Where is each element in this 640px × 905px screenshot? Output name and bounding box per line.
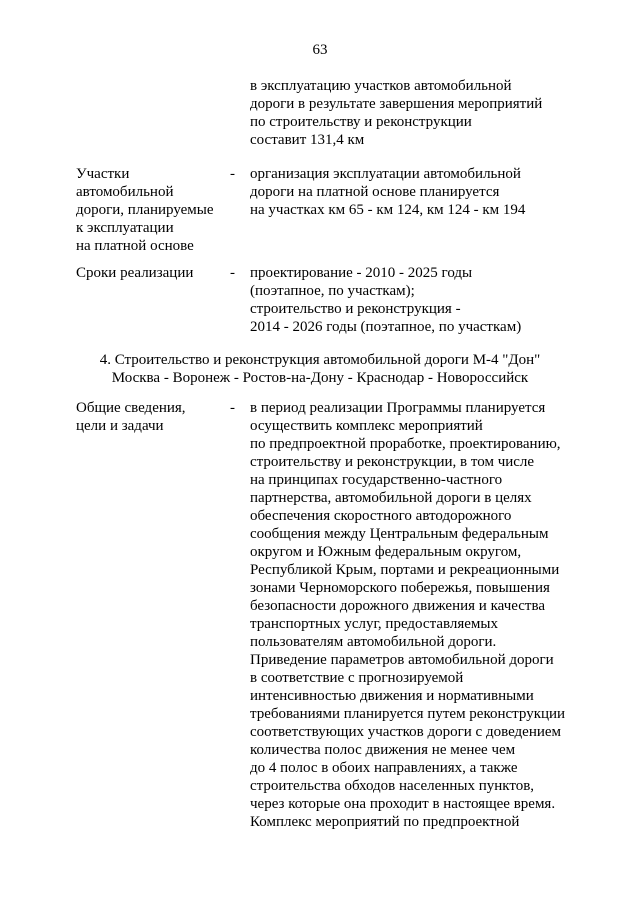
general-text-line: строительству и реконструкции, в том числе <box>250 454 535 470</box>
general-text-line: партнерства, автомобильной дороги в целях <box>250 490 532 506</box>
row-label-line: на платной основе <box>76 238 194 254</box>
row-dash: - <box>230 265 235 281</box>
intro-line: составит 131,4 км <box>250 132 365 148</box>
intro-line: по строительству и реконструкции <box>250 114 472 130</box>
row-label-line: Сроки реализации <box>76 265 194 281</box>
row-text-line: (поэтапное, по участкам); <box>250 283 415 299</box>
row-label-line: к эксплуатации <box>76 220 174 236</box>
general-dash: - <box>230 400 235 416</box>
intro-line: дороги в результате завершения мероприятий <box>250 96 543 112</box>
row-text-line: на участках км 65 - км 124, км 124 - км 194 <box>250 202 526 218</box>
general-text-line: Республикой Крым, портами и рекреационными <box>250 562 560 578</box>
general-text-line: по предпроектной проработке, проектированию, <box>250 436 561 452</box>
general-text-line: через которые она проходит в настоящее время. <box>250 796 556 812</box>
general-text-line: Приведение параметров автомобильной дороги <box>250 652 554 668</box>
row-dash: - <box>230 166 235 182</box>
general-label-line: цели и задачи <box>76 418 164 434</box>
row-text-line: дороги на платной основе планируется <box>250 184 500 200</box>
row-text-line: 2014 - 2026 годы (поэтапное, по участкам) <box>250 319 522 335</box>
section-heading-line: Москва - Воронеж - Ростов-на-Дону - Краснодар - Новороссийск <box>111 370 529 386</box>
intro-line: в эксплуатацию участков автомобильной <box>250 78 512 94</box>
general-text-line: в соответствие с прогнозируемой <box>250 670 464 686</box>
general-text-line: безопасности дорожного движения и качества <box>250 598 546 614</box>
general-text-line: до 4 полос в обоих направлениях, а также <box>250 760 518 776</box>
page-number: 63 <box>312 42 328 58</box>
general-label-line: Общие сведения, <box>76 400 186 416</box>
general-text-line: количества полос движения не менее чем <box>250 742 516 758</box>
general-text-line: требованиями планируется путем реконструкции <box>250 706 566 722</box>
general-text-line: зонами Черноморского побережья, повышения <box>250 580 550 596</box>
general-text-line: соответствующих участков дороги с доведением <box>250 724 562 740</box>
general-text-line: в период реализации Программы планируется <box>250 400 546 416</box>
general-text-line: округом и Южным федеральным округом, <box>250 544 522 560</box>
general-text-line: Комплекс мероприятий по предпроектной <box>250 814 520 830</box>
general-text-line: пользователям автомобильной дороги. <box>250 634 497 650</box>
row-label-line: автомобильной <box>76 184 174 200</box>
general-text-line: строительства обходов населенных пунктов, <box>250 778 535 794</box>
row-text-line: организация эксплуатации автомобильной <box>250 166 521 182</box>
general-text-line: сообщения между Центральным федеральным <box>250 526 549 542</box>
row-text-line: проектирование - 2010 - 2025 годы <box>250 265 473 281</box>
general-text-line: осуществить комплекс мероприятий <box>250 418 483 434</box>
general-text-line: интенсивностью движения и нормативными <box>250 688 534 704</box>
general-text-line: на принципах государственно-частного <box>250 472 503 488</box>
general-text-line: обеспечения скоростного автодорожного <box>250 508 512 524</box>
row-text-line: строительство и реконструкция - <box>250 301 461 317</box>
general-text-line: транспортных услуг, предоставляемых <box>250 616 498 632</box>
row-label-line: дороги, планируемые <box>76 202 214 218</box>
section-heading-line: 4. Строительство и реконструкция автомобильной дороги М-4 "Дон" <box>99 352 541 368</box>
row-label-line: Участки <box>76 166 130 182</box>
